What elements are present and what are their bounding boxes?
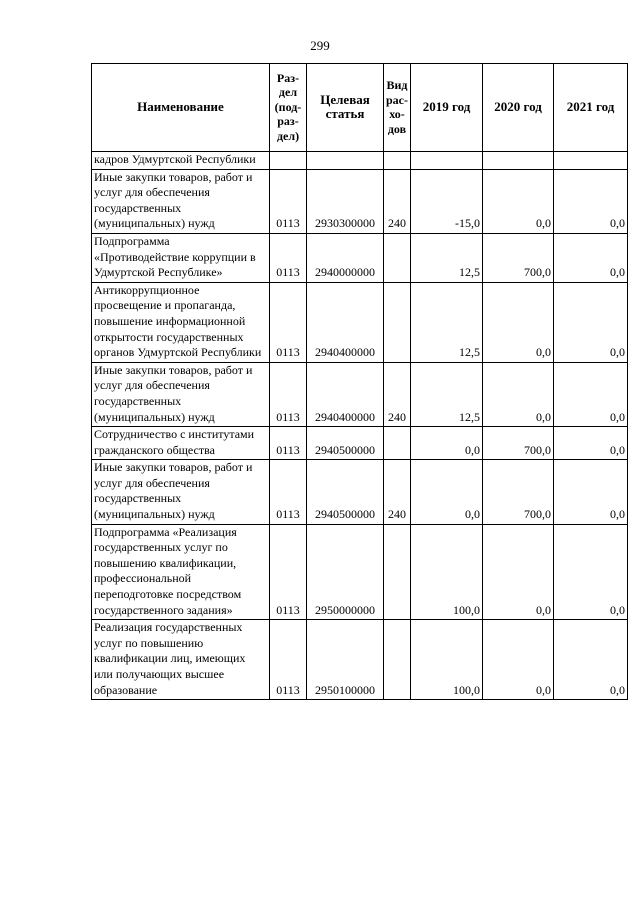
row-section: 0113 [270,362,307,426]
row-expense [384,152,411,170]
page-number: 299 [310,38,330,53]
row-target: 2940400000 [307,282,384,362]
row-expense: 240 [384,460,411,524]
row-expense [384,282,411,362]
header-name: Наименование [92,64,270,152]
row-name: Подпрограмма «Противодействие коррупции в Удмуртской Республике» [92,233,270,282]
row-name: кадров Удмуртской Республики [92,152,270,170]
row-section: 0113 [270,233,307,282]
row-name: Иные закупки товаров, работ и услуг для обеспечения государственных (муниципальных) нужд [92,460,270,524]
row-name: Иные закупки товаров, работ и услуг для обеспечения государственных (муниципальных) нужд [92,169,270,233]
table-row [92,169,628,233]
row-target: 2940400000 [307,362,384,426]
row-2020: 0,0 [483,169,554,233]
row-target: 2950100000 [307,620,384,700]
row-target: 2940500000 [307,460,384,524]
header-target: Целевая статья [307,64,384,152]
table-row [92,362,628,426]
row-2021: 0,0 [554,620,628,700]
row-2020 [483,152,554,170]
row-section: 0113 [270,524,307,620]
row-2021: 0,0 [554,282,628,362]
row-expense [384,620,411,700]
row-2019: 100,0 [411,620,483,700]
table-row [92,524,628,620]
row-2020: 0,0 [483,282,554,362]
row-section: 0113 [270,460,307,524]
row-2021: 0,0 [554,524,628,620]
row-target: 2950000000 [307,524,384,620]
row-2019: 12,5 [411,282,483,362]
row-2020: 700,0 [483,233,554,282]
row-section: 0113 [270,620,307,700]
header-2021: 2021 год [554,64,628,152]
header-section: Раз-дел (под-раз-дел) [270,64,307,152]
row-target: 2940000000 [307,233,384,282]
header-2019: 2019 год [411,64,483,152]
row-section: 0113 [270,427,307,460]
row-target: 2940500000 [307,427,384,460]
row-2020: 700,0 [483,460,554,524]
row-2021: 0,0 [554,169,628,233]
table-row [92,427,628,460]
row-2020: 700,0 [483,427,554,460]
row-2019: 0,0 [411,460,483,524]
row-target [307,152,384,170]
row-name: Подпрограмма «Реализация государственных услуг по повышению квалификации, профессиональной переподготовке посредством государственного задания» [92,524,270,620]
row-expense [384,524,411,620]
row-expense: 240 [384,169,411,233]
table-row [92,233,628,282]
row-2021: 0,0 [554,427,628,460]
row-2020: 0,0 [483,620,554,700]
row-section: 0113 [270,282,307,362]
row-target: 2930300000 [307,169,384,233]
row-name: Иные закупки товаров, работ и услуг для обеспечения государственных (муниципальных) нужд [92,362,270,426]
row-2021: 0,0 [554,362,628,426]
row-2019: 12,5 [411,233,483,282]
row-name: Реализация государственных услуг по повышению квалификации лиц, имеющих или получающих высшее образование [92,620,270,700]
row-2019: 100,0 [411,524,483,620]
row-2021 [554,152,628,170]
header-expense-type: Вид рас-хо-дов [384,64,411,152]
table-row [92,460,628,524]
row-2019 [411,152,483,170]
table-row [92,152,628,170]
row-name: Сотрудничество с институтами гражданского общества [92,427,270,460]
row-2019: -15,0 [411,169,483,233]
row-2020: 0,0 [483,362,554,426]
row-expense: 240 [384,362,411,426]
row-2020: 0,0 [483,524,554,620]
budget-table [91,63,628,700]
row-expense [384,233,411,282]
row-name: Антикоррупционное просвещение и пропаганда, повышение информационной открытости государственных органов Удмуртской Республики [92,282,270,362]
table-row [92,620,628,700]
row-2019: 12,5 [411,362,483,426]
row-2021: 0,0 [554,460,628,524]
row-2019: 0,0 [411,427,483,460]
row-2021: 0,0 [554,233,628,282]
header-2020: 2020 год [483,64,554,152]
table-header-row [92,64,628,152]
row-section [270,152,307,170]
table-row [92,282,628,362]
row-expense [384,427,411,460]
row-section: 0113 [270,169,307,233]
